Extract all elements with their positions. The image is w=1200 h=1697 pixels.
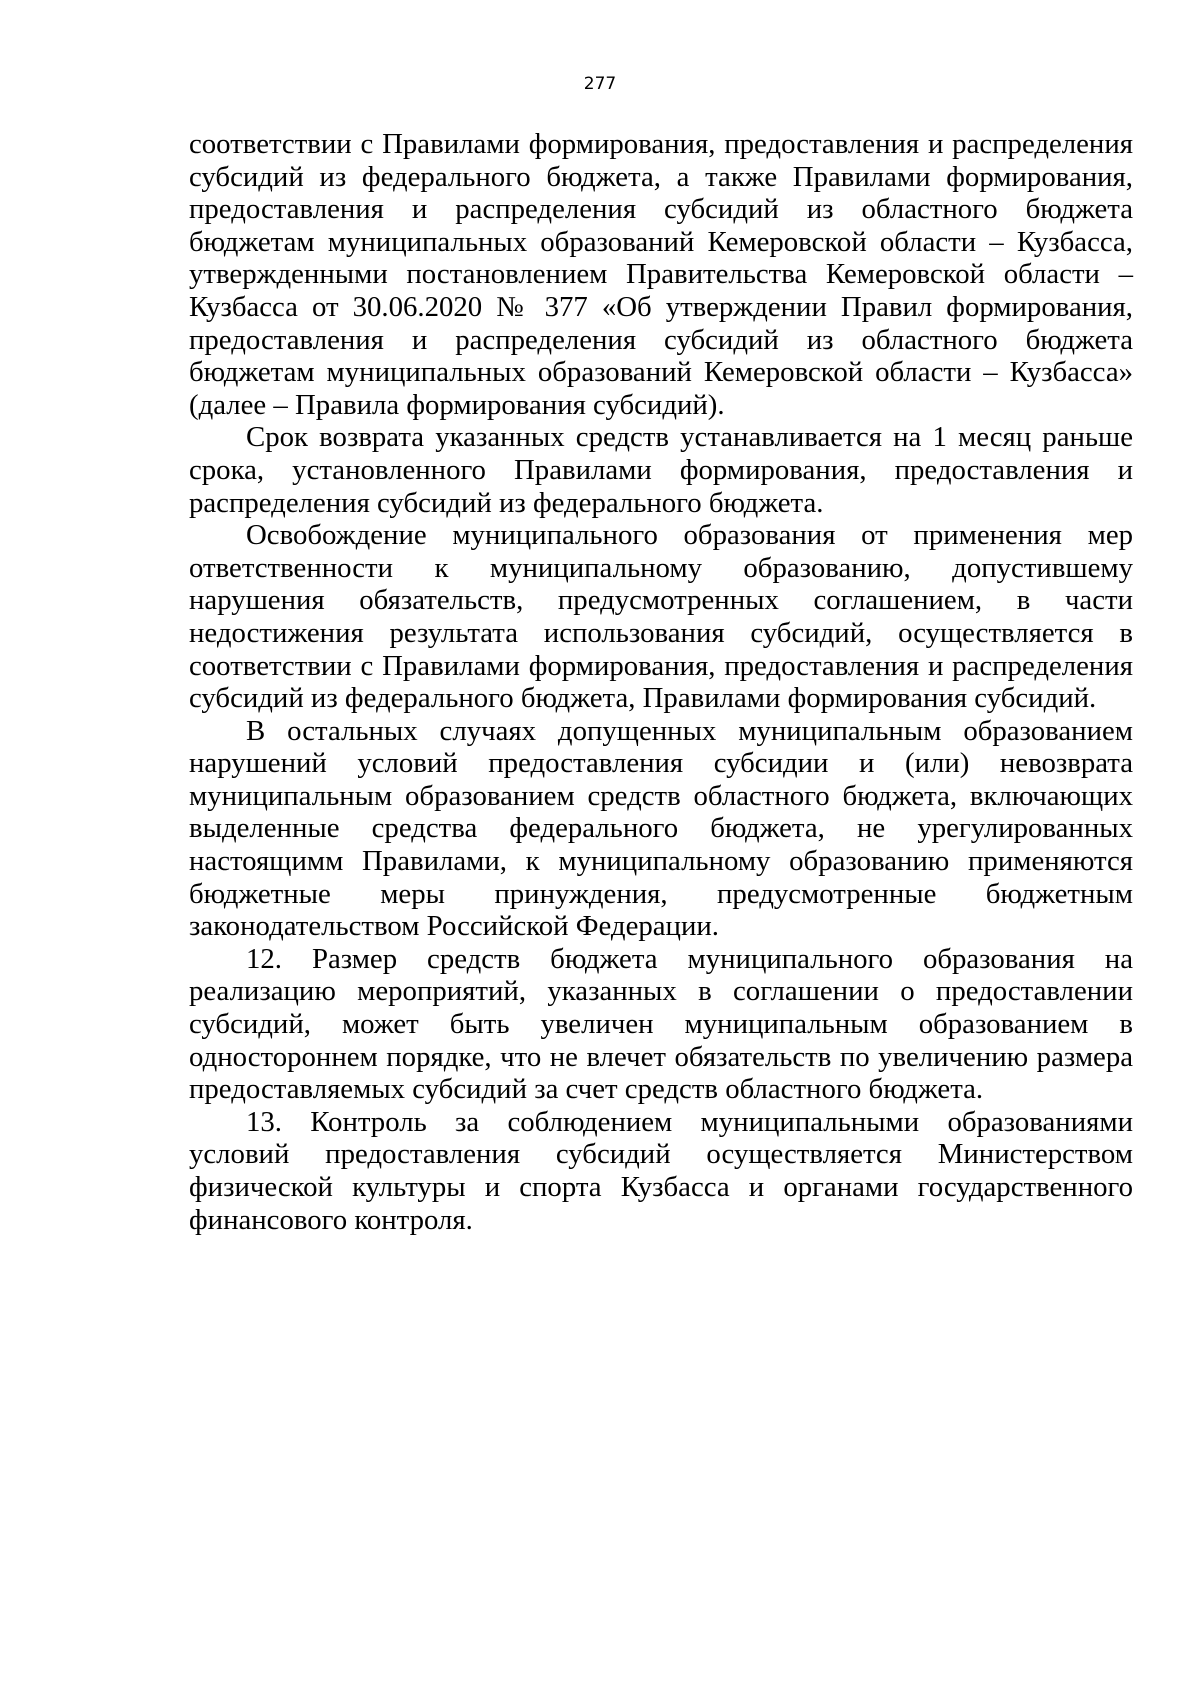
paragraph-item-13: 13. Контроль за соблюдением муниципальными образованиями условий предоставления субсидий осуществляется Министерством физической культуры и спорта Кузбасса и органами государственного финансового контроля. [189,1105,1133,1236]
document-body [189,128,1133,1236]
paragraph-item-12: 12. Размер средств бюджета муниципального образования на реализацию мероприятий, указанных в соглашении о предоставлении субсидий, может быть увеличен муниципальным образованием в одностороннем порядке, что не влечет обязательств по увеличению размера предоставляемых субсидий за счет средств областного бюджета. [189,942,1133,1106]
paragraph-other-violations: В остальных случаях допущенных муниципальным образованием нарушений условий предоставления субсидии и (или) невозврата муниципальным образованием средств областного бюджета, включающих выделенные средства федерального бюджета, не урегулированных настоящимм Правилами, к муниципальному образованию применяются бюджетные меры принуждения, предусмотренные бюджетным законодательством Российской Федерации. [189,714,1133,943]
page-number: 277 [583,74,617,94]
paragraph-exemption: Освобождение муниципального образования от применения мер ответственности к муниципальному образованию, допустившему нарушения обязательств, предусмотренных соглашением, в части недостижения результата использования субсидий, осуществляется в соответствии с Правилами формирования, предоставления и распределения субсидий из федерального бюджета, Правилами формирования субсидий. [189,519,1133,715]
paragraph-continuation: соответствии с Правилами формирования, предоставления и распределения субсидий из федерального бюджета, а также Правилами формирования, предоставления и распределения субсидий из областного бюджета бюджетам муниципальных образований Кемеровской области – Кузбасса, утвержденными постановлением Правительства Кемеровской области – Кузбасса от 30.06.2020 № 377 «Об утверждении Правил формирования, предоставления и распределения субсидий из областного бюджета бюджетам муниципальных образований Кемеровской области – Кузбасса» (далее – Правила формирования субсидий). [189,128,1133,421]
paragraph-return-deadline: Срок возврата указанных средств устанавливается на 1 месяц раньше срока, установленного Правилами формирования, предоставления и распределения субсидий из федерального бюджета. [189,421,1133,519]
